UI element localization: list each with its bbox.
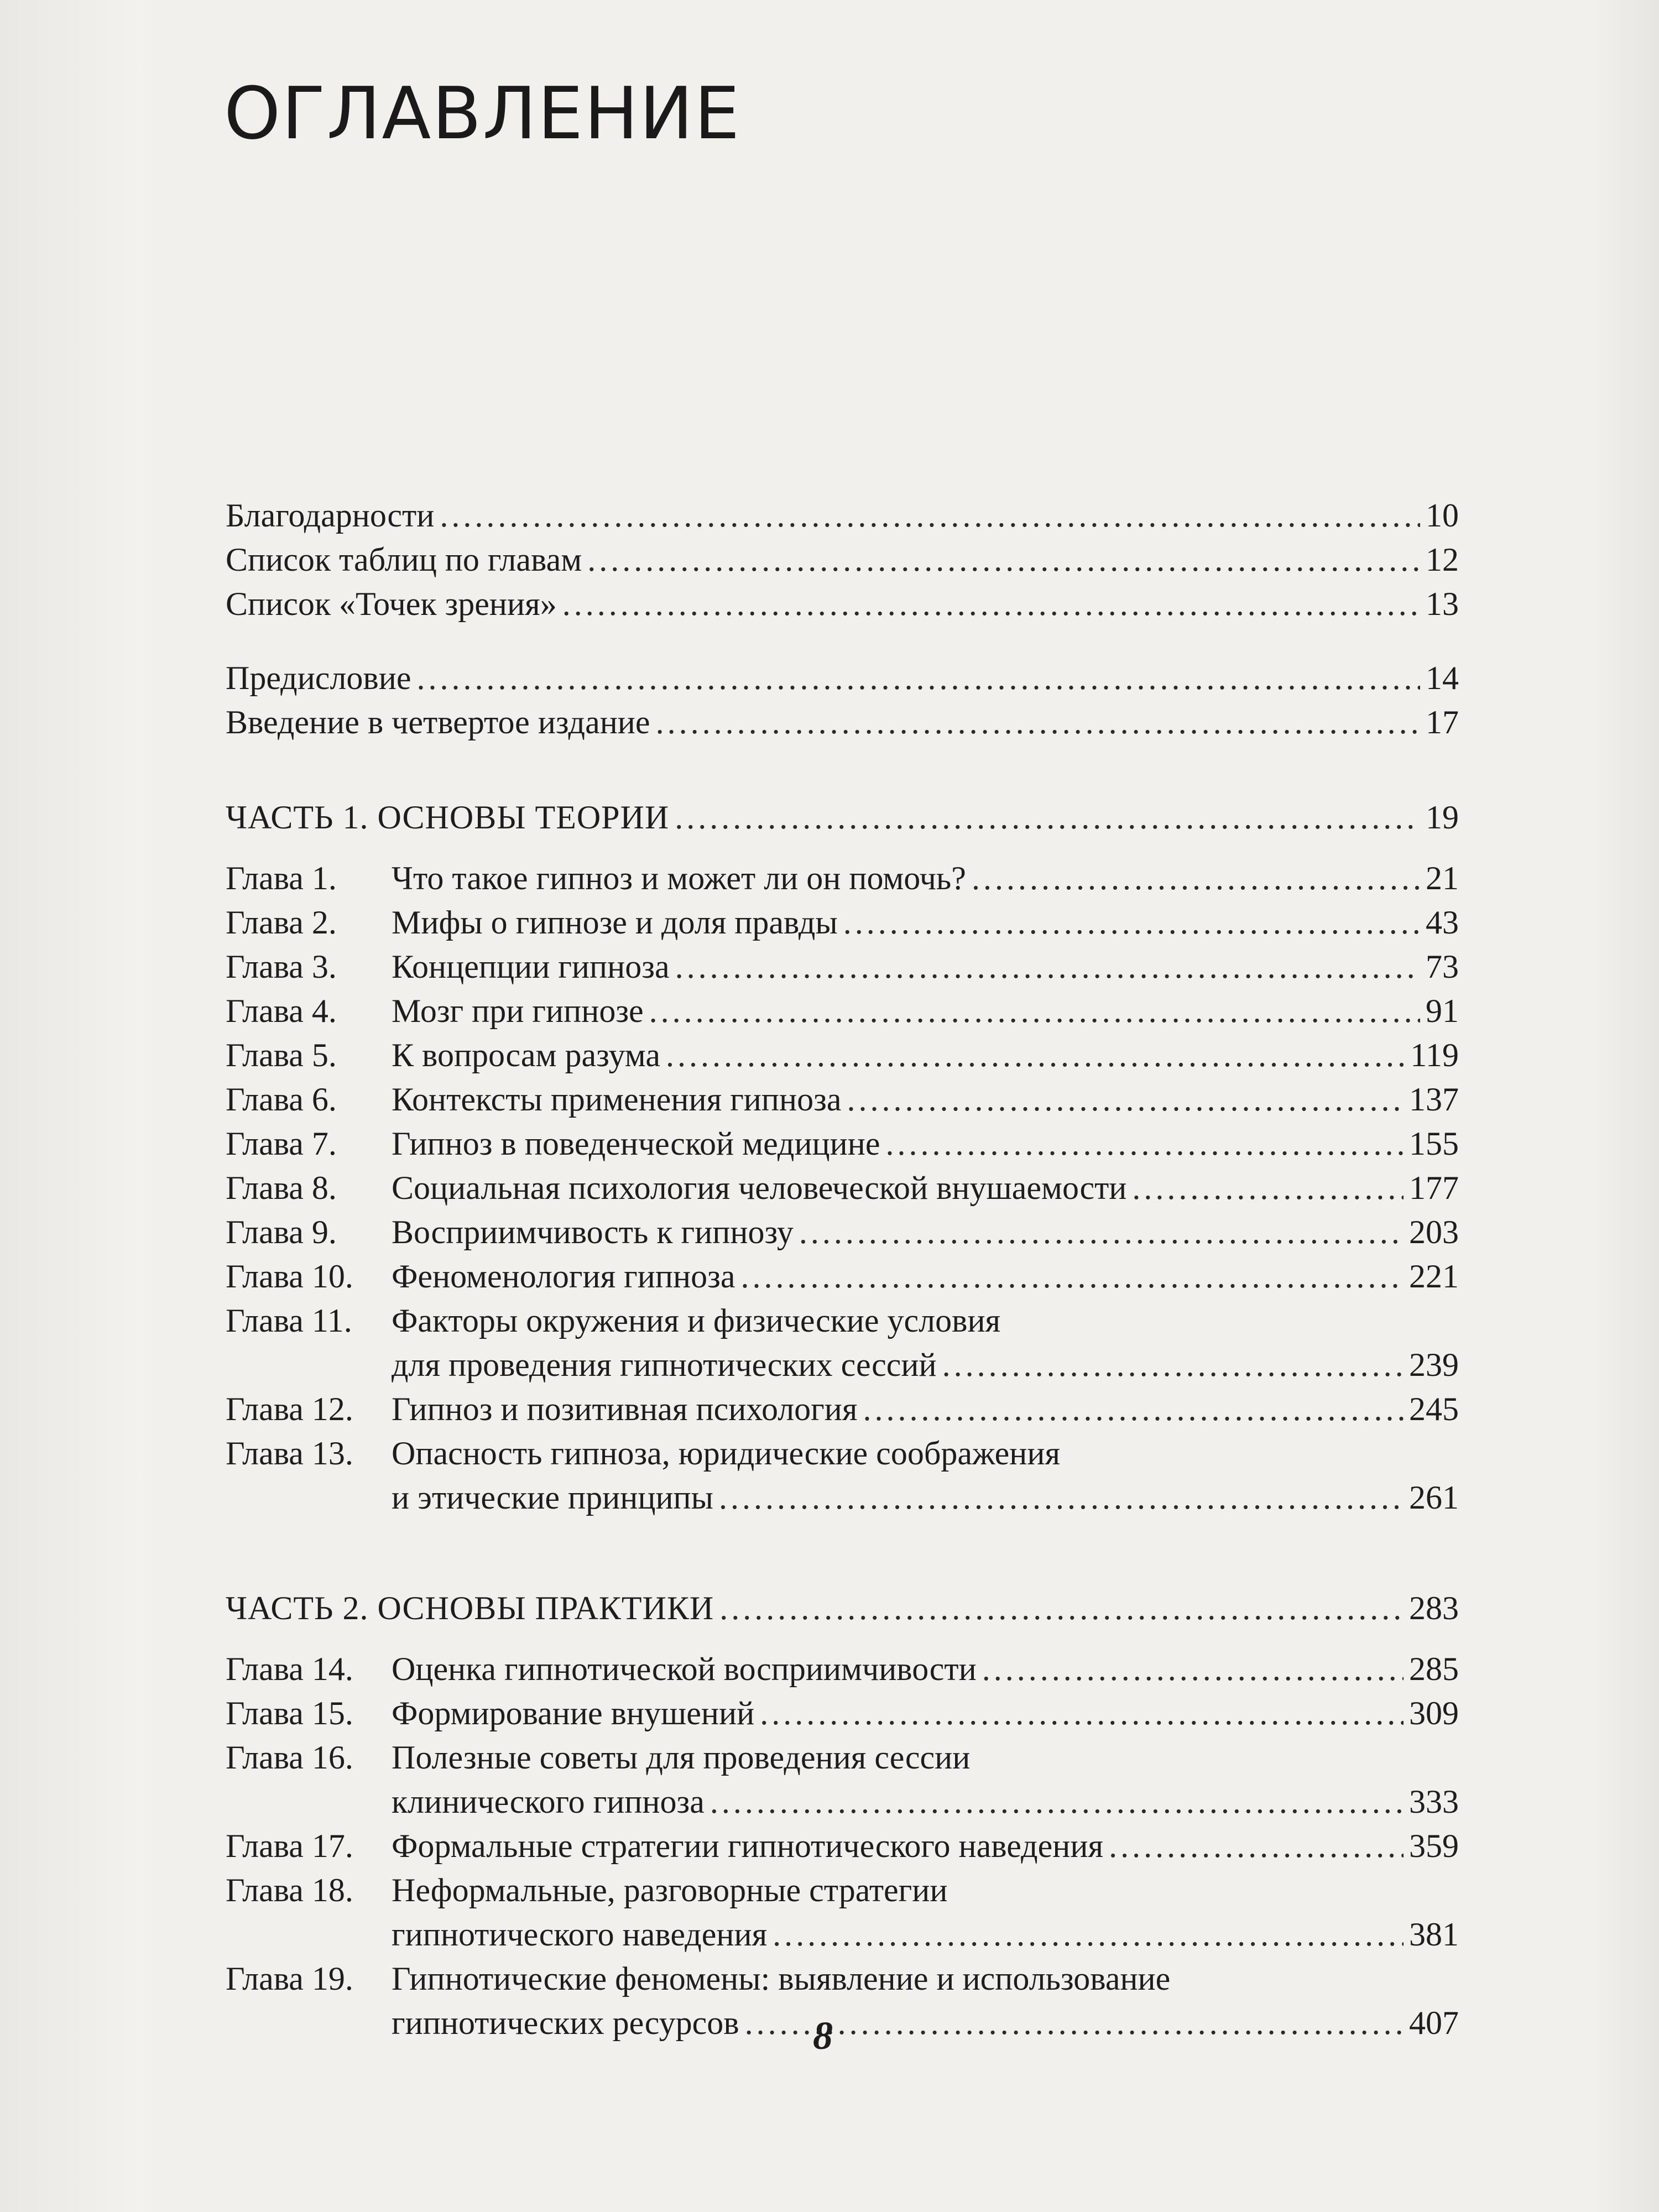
page-number: 13 — [1426, 586, 1459, 622]
chapter-title-line: Факторы окружения и физические условия — [392, 1302, 1001, 1339]
chapter-body — [392, 1647, 1459, 1691]
chapter-number: Глава 13. — [226, 1435, 353, 1472]
front-matter-list — [226, 493, 1459, 626]
chapter-title-line: Неформальные, разговорные стратегии — [392, 1872, 948, 1908]
toc-entry[interactable] — [226, 656, 1459, 700]
dot-leader — [649, 989, 1420, 1033]
dot-leader — [799, 1210, 1404, 1254]
chapter-title-line: гипнотического наведения — [392, 1916, 768, 1953]
toc-chapter[interactable] — [226, 989, 1459, 1033]
toc-chapter[interactable] — [226, 1387, 1459, 1431]
section-gap — [226, 626, 1459, 656]
page-number: 155 — [1409, 1125, 1459, 1162]
dot-leader — [656, 700, 1420, 744]
toc-chapter[interactable] — [226, 856, 1459, 900]
chapter-number: Глава 17. — [226, 1828, 353, 1864]
toc-chapter[interactable] — [226, 1254, 1459, 1298]
page-number: 21 — [1426, 860, 1459, 896]
chapter-body — [392, 1735, 1459, 1824]
toc-entry[interactable] — [226, 493, 1459, 538]
page-number: 119 — [1410, 1037, 1459, 1073]
chapter-number: Глава 10. — [226, 1258, 353, 1295]
page-title: ОГЛАВЛЕНИЕ — [224, 71, 741, 155]
dot-leader — [719, 1586, 1404, 1630]
part-1-chapter-list — [226, 856, 1459, 1520]
page-number: 14 — [1426, 660, 1459, 696]
dot-leader — [1109, 1824, 1404, 1868]
toc-entry[interactable] — [226, 538, 1459, 582]
toc-chapter[interactable] — [226, 1735, 1459, 1824]
toc-chapter[interactable] — [226, 900, 1459, 945]
page-number: 73 — [1426, 948, 1459, 985]
chapter-title-last-line — [392, 1912, 1459, 1957]
page-number: 91 — [1426, 993, 1459, 1029]
page-number: 309 — [1409, 1695, 1459, 1731]
dot-leader — [773, 1912, 1404, 1957]
toc-chapter[interactable] — [226, 1298, 1459, 1387]
toc-chapter[interactable] — [226, 1824, 1459, 1868]
page-number: 19 — [1426, 799, 1459, 836]
chapter-number: Глава 6. — [226, 1081, 337, 1118]
page-number: 283 — [1409, 1590, 1459, 1626]
chapter-body — [392, 1868, 1459, 1957]
chapter-number: Глава 2. — [226, 904, 337, 941]
table-of-contents — [226, 493, 1459, 2045]
section-gap — [226, 1630, 1459, 1647]
chapter-body — [392, 1077, 1459, 1121]
part-2-chapter-list — [226, 1647, 1459, 2045]
dot-leader — [710, 1780, 1404, 1824]
page-number: 221 — [1409, 1258, 1459, 1295]
toc-part-1[interactable] — [226, 795, 1459, 839]
chapter-title-last-line — [392, 2001, 1459, 2045]
chapter-title-last-line — [392, 1343, 1459, 1387]
page-number: 359 — [1409, 1828, 1459, 1864]
chapter-title: К вопросам разума — [392, 1037, 660, 1073]
chapter-title: Мозг при гипнозе — [392, 993, 644, 1029]
chapter-body — [392, 1210, 1459, 1254]
page-edge-shadow-right — [1593, 0, 1659, 2212]
chapter-title-last-line — [392, 1475, 1459, 1520]
dot-leader — [1132, 1166, 1404, 1210]
toc-entry[interactable] — [226, 700, 1459, 744]
entry-title: Список таблиц по главам — [226, 541, 582, 578]
page-number: 12 — [1426, 541, 1459, 578]
page-number: 10 — [1426, 497, 1459, 534]
chapter-number: Глава 9. — [226, 1214, 337, 1250]
chapter-number: Глава 14. — [226, 1651, 353, 1687]
chapter-body — [392, 945, 1459, 989]
toc-chapter[interactable] — [226, 1077, 1459, 1121]
chapter-body — [392, 900, 1459, 945]
chapter-body — [392, 1431, 1459, 1520]
chapter-title-line: гипнотических ресурсов — [392, 2005, 739, 2041]
page-number: 43 — [1426, 904, 1459, 941]
chapter-title: Гипноз в поведенческой медицине — [392, 1125, 880, 1162]
chapter-title: Восприимчивость к гипнозу — [392, 1214, 794, 1250]
dot-leader — [587, 538, 1420, 582]
chapter-title-line: Опасность гипноза, юридические соображения — [392, 1435, 1061, 1472]
toc-entry[interactable] — [226, 582, 1459, 626]
chapter-title: Гипноз и позитивная психология — [392, 1391, 858, 1427]
page-number: 285 — [1409, 1651, 1459, 1687]
chapter-title: Оценка гипнотической восприимчивости — [392, 1651, 977, 1687]
chapter-title-line: Полезные советы для проведения сессии — [392, 1739, 971, 1776]
chapter-body — [392, 1121, 1459, 1166]
chapter-title: Формальные стратегии гипнотического наведения — [392, 1828, 1104, 1864]
toc-chapter[interactable] — [226, 1647, 1459, 1691]
toc-chapter[interactable] — [226, 1166, 1459, 1210]
chapter-body — [392, 1824, 1459, 1868]
chapter-body — [392, 1254, 1459, 1298]
chapter-title: Феноменология гипноза — [392, 1258, 735, 1295]
toc-part-2[interactable] — [226, 1586, 1459, 1630]
part-title: ЧАСТЬ 2. ОСНОВЫ ПРАКТИКИ — [226, 1590, 714, 1626]
chapter-title-line: и этические принципы — [392, 1479, 713, 1516]
page-number: 137 — [1409, 1081, 1459, 1118]
page-number: 381 — [1409, 1916, 1459, 1953]
chapter-body — [392, 1957, 1459, 2045]
dot-leader — [760, 1691, 1404, 1735]
toc-chapter[interactable] — [226, 1691, 1459, 1735]
dot-leader — [886, 1121, 1404, 1166]
chapter-body — [392, 1387, 1459, 1431]
page-folio: 8 — [813, 2013, 833, 2058]
dot-leader — [416, 656, 1420, 700]
toc-chapter[interactable] — [226, 1033, 1459, 1077]
chapter-body — [392, 1166, 1459, 1210]
dot-leader — [740, 1254, 1404, 1298]
entry-title: Введение в четвертое издание — [226, 704, 650, 740]
chapter-number: Глава 12. — [226, 1391, 353, 1427]
chapter-title: Социальная психология человеческой внушаемости — [392, 1170, 1127, 1206]
page-number: 239 — [1409, 1347, 1459, 1383]
chapter-title: Контексты применения гипноза — [392, 1081, 842, 1118]
page-number: 261 — [1409, 1479, 1459, 1516]
section-gap — [226, 1520, 1459, 1586]
chapter-body — [392, 1298, 1459, 1387]
front-matter-list-2 — [226, 656, 1459, 744]
dot-leader — [863, 1387, 1404, 1431]
dot-leader — [675, 795, 1420, 839]
toc-chapter[interactable] — [226, 1957, 1459, 2045]
page-number: 245 — [1409, 1391, 1459, 1427]
chapter-title: Формирование внушений — [392, 1695, 755, 1731]
dot-leader — [562, 582, 1420, 626]
chapter-number: Глава 18. — [226, 1872, 353, 1908]
chapter-body — [392, 989, 1459, 1033]
dot-leader — [843, 900, 1420, 945]
toc-chapter[interactable] — [226, 1121, 1459, 1166]
dot-leader — [719, 1475, 1404, 1520]
section-gap — [226, 839, 1459, 856]
chapter-title: Концепции гипноза — [392, 948, 670, 985]
chapter-number: Глава 1. — [226, 860, 337, 896]
section-gap — [226, 744, 1459, 795]
dot-leader — [440, 493, 1420, 538]
chapter-title-line: для проведения гипнотических сессий — [392, 1347, 937, 1383]
chapter-body — [392, 1033, 1459, 1077]
chapter-number: Глава 3. — [226, 948, 337, 985]
chapter-title-line: клинического гипноза — [392, 1783, 705, 1820]
entry-title: Предисловие — [226, 660, 411, 696]
dot-leader — [675, 945, 1420, 989]
page-number: 177 — [1409, 1170, 1459, 1206]
part-title: ЧАСТЬ 1. ОСНОВЫ ТЕОРИИ — [226, 799, 670, 836]
chapter-body — [392, 856, 1459, 900]
chapter-number: Глава 15. — [226, 1695, 353, 1731]
chapter-number: Глава 4. — [226, 993, 337, 1029]
chapter-number: Глава 19. — [226, 1960, 353, 1997]
page-number: 407 — [1409, 2005, 1459, 2041]
entry-title: Список «Точек зрения» — [226, 586, 557, 622]
chapter-title-line: Гипнотические феномены: выявление и использование — [392, 1960, 1171, 1997]
dot-leader — [666, 1033, 1405, 1077]
page-number: 333 — [1409, 1783, 1459, 1820]
page-number: 17 — [1426, 704, 1459, 740]
toc-chapter[interactable] — [226, 1868, 1459, 1957]
chapter-title-last-line — [392, 1780, 1459, 1824]
chapter-number: Глава 5. — [226, 1037, 337, 1073]
toc-chapter[interactable] — [226, 1431, 1459, 1520]
chapter-number: Глава 7. — [226, 1125, 337, 1162]
dot-leader — [972, 856, 1420, 900]
chapter-title: Мифы о гипнозе и доля правды — [392, 904, 838, 941]
chapter-number: Глава 11. — [226, 1302, 352, 1339]
dot-leader — [942, 1343, 1404, 1387]
dot-leader — [847, 1077, 1404, 1121]
chapter-number: Глава 8. — [226, 1170, 337, 1206]
chapter-body — [392, 1691, 1459, 1735]
dot-leader — [745, 2001, 1404, 2045]
dot-leader — [982, 1647, 1404, 1691]
page-number: 203 — [1409, 1214, 1459, 1250]
page-edge-shadow — [0, 0, 144, 2212]
entry-title: Благодарности — [226, 497, 435, 534]
toc-chapter[interactable] — [226, 1210, 1459, 1254]
chapter-title: Что такое гипноз и может ли он помочь? — [392, 860, 966, 896]
chapter-number: Глава 16. — [226, 1739, 353, 1776]
toc-chapter[interactable] — [226, 945, 1459, 989]
